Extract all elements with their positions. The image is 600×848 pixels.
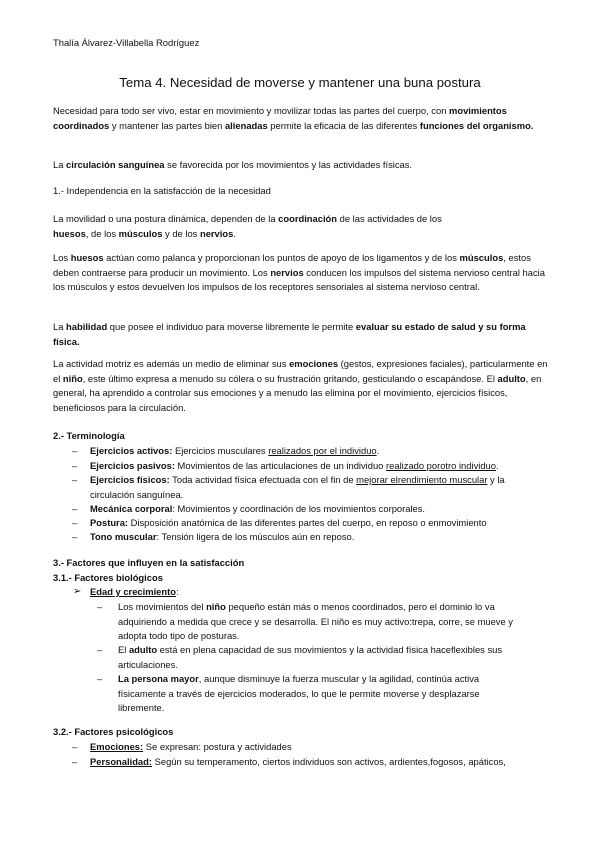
list-item: Ejercicios físicos: Toda actividad física efectuada con el fin de mejorar elrendimiento muscular y la circulación sanguínea. (90, 474, 505, 500)
list-dash: – (72, 445, 78, 456)
section-3-2-heading: 3.2.- Factores psicológicos (53, 726, 174, 737)
list-item: Tono muscular: Tensión ligera de los músculos aún en reposo. (90, 531, 355, 542)
list-dash: – (72, 503, 78, 514)
intro-paragraph: Necesidad para todo ser vivo, estar en movimiento y movilizar todas las partes del cuerpo, con movimientos coordinados y mantener las partes bien alienadas permite la eficacia de las diferentes funciones del organismo. (53, 105, 534, 131)
list-item: Personalidad: Según su temperamento, ciertos individuos son activos, ardientes,fogosos, apáticos, (90, 756, 506, 767)
list-dash: – (72, 756, 78, 767)
page-title: Tema 4. Necesidad de moverse y mantener una buna postura (119, 75, 481, 90)
skill-paragraph: La habilidad que posee el individuo para moverse libremente le permite evaluar su estado de salud y su forma física. (53, 321, 526, 347)
bones-paragraph: Los huesos actúan como palanca y proporcionan los puntos de apoyo de los ligamentos y de los músculos, estos deben contraerse para producir un movimiento. Los nervios conducen los impulsos del sistema nervioso central hacia los músculos y estos devuelven los impulsos de los receptores sensoriales al sistema nervioso central. (53, 252, 545, 292)
list-dash: – (97, 601, 103, 612)
list-dash: – (72, 460, 78, 471)
section-3-heading: 3.- Factores que influyen en la satisfacción (53, 557, 245, 568)
section-2-heading: 2.- Terminología (53, 430, 125, 441)
motor-paragraph: La actividad motriz es además un medio de eliminar sus emociones (gestos, expresiones faciales), particularmente en el niño, este último expresa a menudo su cólera o su frustración gritando, gesticulando o escapándose. El adulto, en general, ha aprendido a controlar sus emociones y a menudo las elimina por el movimiento, ejercicios físicos, beneficiosos para la circulación. (53, 358, 548, 413)
list-item: Mecánica corporal: Movimientos y coordinación de los movimientos corporales. (90, 503, 426, 514)
list-item: Ejercicios pasivos: Movimientos de las articulaciones de un individuo realizado porotro individuo. (90, 460, 499, 471)
list-item: El adulto está en plena capacidad de sus movimientos y la actividad física haceflexibles sus articulaciones. (118, 644, 503, 670)
mobility-paragraph: La movilidad o una postura dinámica, dependen de la coordinación de las actividades de los huesos, de los músculos y de los nervios. (53, 213, 442, 239)
list-item: Ejercicios activos: Ejercicios musculares realizados por el individuo. (90, 445, 380, 456)
list-dash: – (72, 517, 78, 528)
list-dash: – (97, 644, 103, 655)
section-1-heading: 1.- Independencia en la satisfacción de la necesidad (53, 185, 271, 196)
author-name: Thalía Álvarez-Villabella Rodríguez (53, 37, 200, 48)
list-dash: – (72, 741, 78, 752)
list-item: Los movimientos del niño pequeño están más o menos coordinados, pero el dominio lo va adquiriendo a medida que crece y se desarrolla. El niño es muy activo:trepa, corre, se mueve y adopta todo tipo de posturas. (118, 601, 513, 641)
list-dash: – (72, 474, 78, 485)
section-3-1-heading: 3.1.- Factores biológicos (53, 572, 163, 583)
list-dash: – (97, 673, 103, 684)
age-subheading: Edad y crecimiento: (90, 586, 179, 597)
circulation-paragraph: La circulación sanguínea se favorecida por los movimientos y las actividades físicas. (53, 159, 413, 170)
arrow-bullet-icon: ➢ (73, 586, 82, 597)
list-item: La persona mayor, aunque disminuye la fuerza muscular y la agilidad, continúa activa físicamente a través de ejercicios moderados, lo que le permite moverse y desplazarse libremente. (118, 673, 480, 713)
list-item: Emociones: Se expresan: postura y actividades (90, 741, 292, 752)
list-item: Postura: Disposición anatómica de las diferentes partes del cuerpo, en reposo o enmovimiento (90, 517, 487, 528)
list-dash: – (72, 531, 78, 542)
